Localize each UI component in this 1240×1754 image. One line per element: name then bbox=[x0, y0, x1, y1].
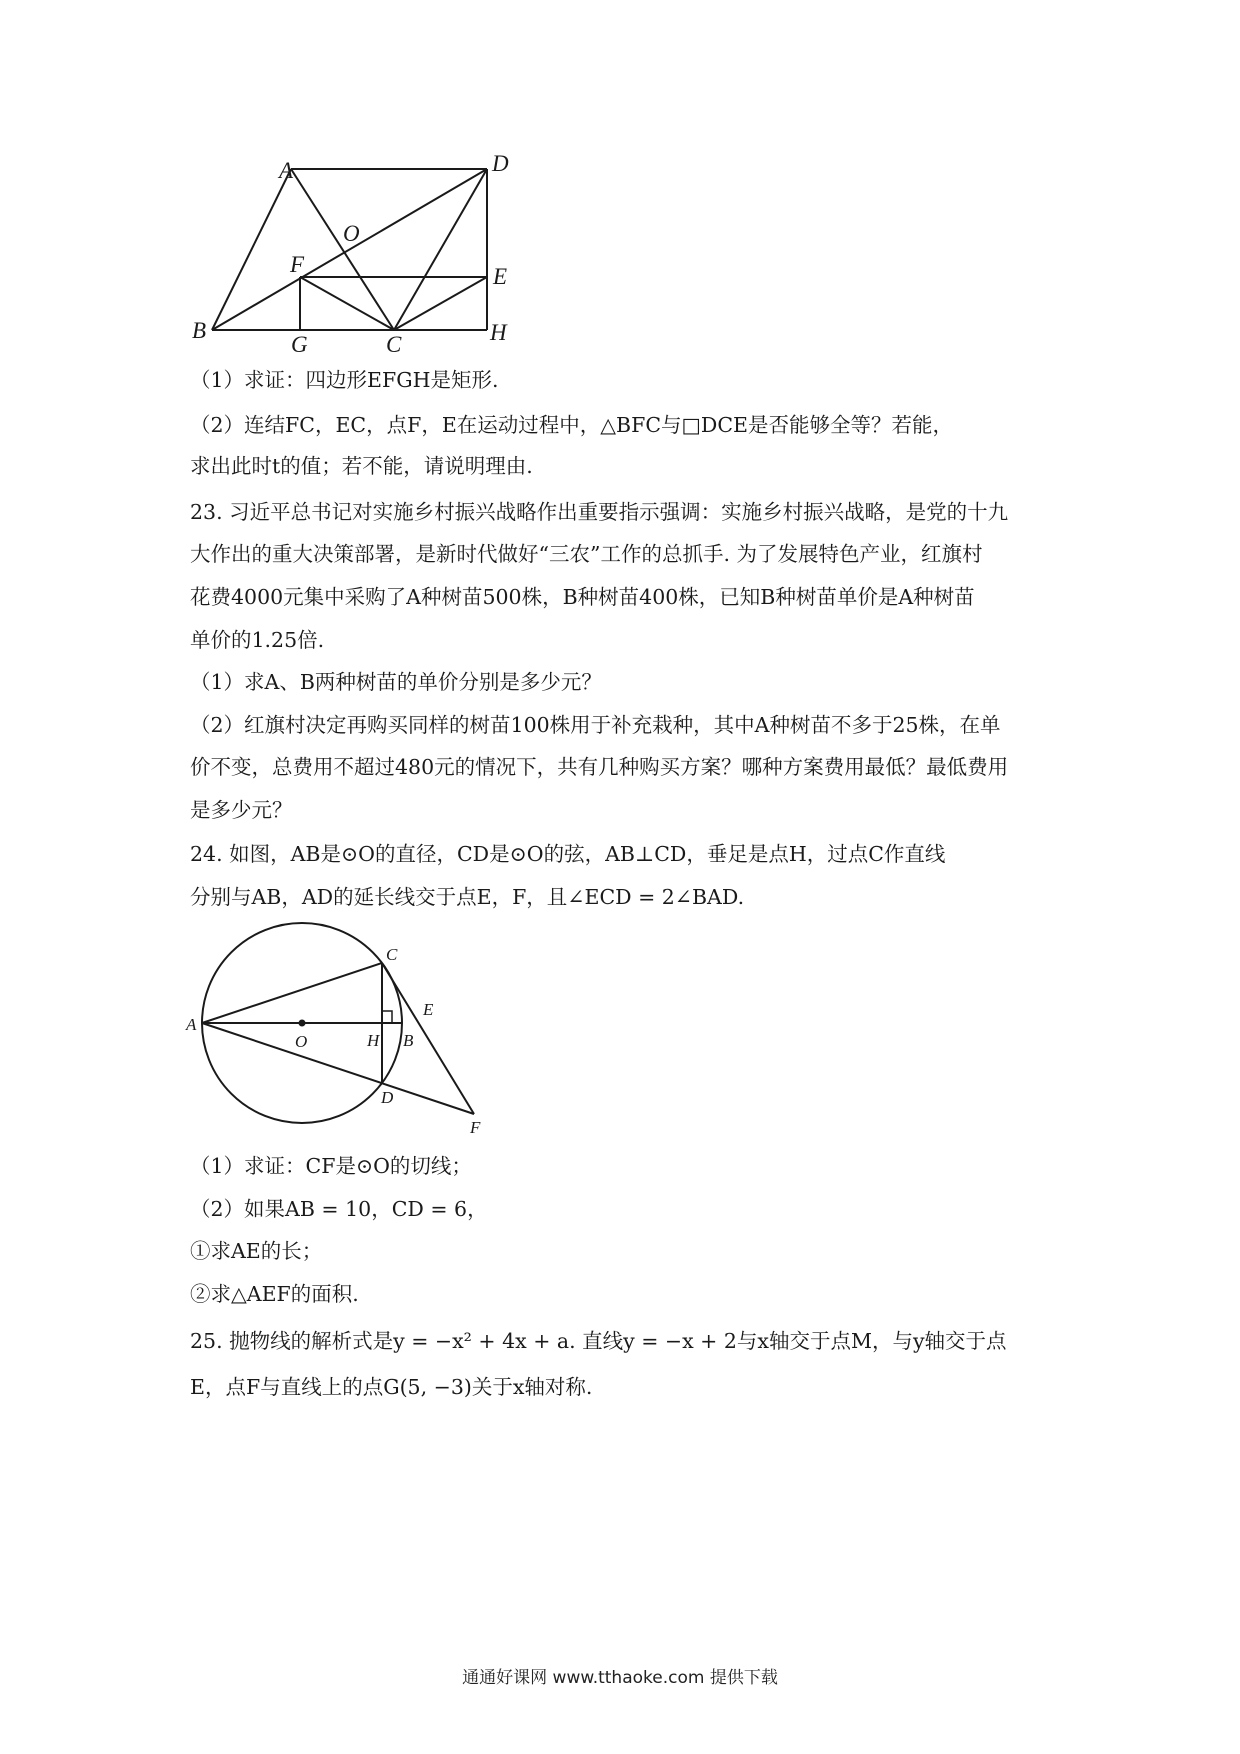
label-H: H bbox=[490, 320, 507, 345]
label-A: A bbox=[279, 158, 294, 183]
q24-sub1: ①求AE的长； bbox=[190, 1239, 323, 1263]
q23-line1: 23. 习近平总书记对实施乡村振兴战略作出重要指示强调：实施乡村振兴战略，是党的十九 bbox=[190, 500, 1009, 524]
label-F: F bbox=[290, 252, 305, 277]
label-B: B bbox=[192, 318, 207, 343]
q25-line1: 25. 抛物线的解析式是y = −x² + 4x + a. 直线y = −x + 2与x轴交于点M，与y轴交于点 bbox=[190, 1329, 1007, 1353]
q23-part1: （1）求A、B两种树苗的单价分别是多少元？ bbox=[190, 670, 602, 694]
q22-part2-line2: 求出此时t的值；若不能，请说明理由. bbox=[190, 454, 533, 478]
q23-part2-line1: （2）红旗村决定再购买同样的树苗100株用于补充栽种，其中A种树苗不多于25株，在单 bbox=[190, 713, 1001, 737]
q24-line2: 分别与AB，AD的延长线交于点E，F，且∠ECD = 2∠BAD. bbox=[190, 885, 745, 909]
page-footer: 通通好课网 www.tthaoke.com 提供下载 bbox=[462, 1668, 778, 1688]
label-O: O bbox=[343, 221, 360, 246]
q24-part2: （2）如果AB = 10，CD = 6， bbox=[190, 1197, 488, 1221]
label-A: A bbox=[186, 1015, 197, 1034]
q24-part1: （1）求证：CF是⊙O的切线； bbox=[190, 1154, 472, 1178]
q24-line1: 24. 如图，AB是⊙O的直径，CD是⊙O的弦，AB⊥CD，垂足是点H，过点C作直线 bbox=[190, 842, 946, 866]
label-E: E bbox=[493, 264, 508, 289]
label-D: D bbox=[381, 1088, 394, 1107]
label-D: D bbox=[492, 151, 509, 176]
q24-sub2: ②求△AEF的面积. bbox=[190, 1282, 359, 1306]
q23-part2-line2: 价不变，总费用不超过480元的情况下，共有几种购买方案？哪种方案费用最低？最低费用 bbox=[190, 755, 1009, 779]
q23-line2: 大作出的重大决策部署，是新时代做好“三农”工作的总抓手. 为了发展特色产业，红旗村 bbox=[190, 542, 983, 566]
label-H: H bbox=[367, 1031, 380, 1050]
q25-line2: E，点F与直线上的点G(5, −3)关于x轴对称. bbox=[190, 1375, 593, 1399]
q23-line4: 单价的1.25倍. bbox=[190, 628, 325, 652]
label-F: F bbox=[470, 1118, 481, 1135]
q22-part2-line1: （2）连结FC，EC，点F，E在运动过程中，△BFC与□DCE是否能够全等？若能， bbox=[190, 413, 953, 437]
q23-part2-line3: 是多少元？ bbox=[190, 798, 293, 822]
figure-circle-tangent bbox=[185, 920, 490, 1135]
label-C: C bbox=[386, 332, 402, 355]
q23-line3: 花费4000元集中采购了A种树苗500株，B种树苗400株，已知B种树苗单价是A种树苗 bbox=[190, 585, 975, 609]
figure-quadrilateral bbox=[185, 150, 525, 355]
label-O: O bbox=[295, 1032, 308, 1051]
label-C: C bbox=[386, 945, 398, 964]
label-E: E bbox=[423, 1000, 434, 1019]
label-B: B bbox=[403, 1031, 414, 1050]
q22-part1: （1）求证：四边形EFGH是矩形. bbox=[190, 368, 499, 392]
label-G: G bbox=[291, 332, 308, 355]
